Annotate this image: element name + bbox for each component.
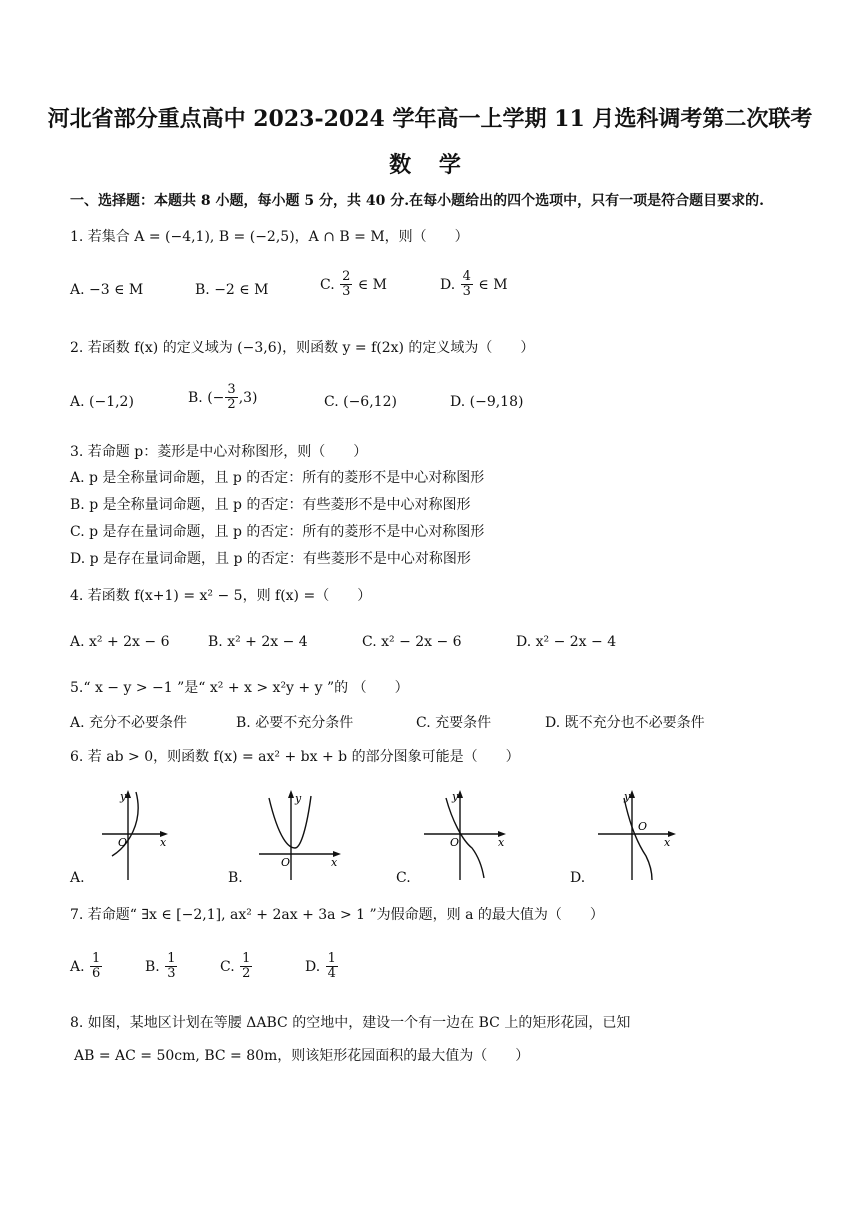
q4-option-c: C. x² − 2x − 6 [362, 634, 462, 650]
q7-option-a-fraction [90, 952, 102, 982]
q2-option-a: A. (−1,2) [70, 394, 134, 410]
q4-option-b: B. x² + 2x − 4 [208, 634, 308, 650]
q6-option-d-label: D. [570, 870, 586, 886]
q7-option-a [70, 952, 103, 982]
exam-title: 河北省部分重点高中 2023-2024 学年高一上学期 11 月选科调考第二次联考 [47, 106, 813, 132]
q2-option-b-tail: ,3) [238, 389, 258, 406]
numerator: 2 [342, 269, 351, 284]
q7-option-d-fraction [326, 952, 338, 982]
option-label: C. [220, 958, 235, 975]
q8-stem-line2: AB = AC = 50cm, BC = 80m，则该矩形花园面积的最大值为（ ） [74, 1048, 530, 1064]
y-axis-label: y [120, 790, 127, 803]
origin-label: O [281, 856, 291, 869]
numerator: 1 [92, 951, 101, 966]
q2-option-b-label: B. [188, 389, 203, 406]
denominator: 6 [92, 966, 101, 982]
y-axis-label: y [452, 790, 459, 803]
q2-option-b-pre: (− [207, 389, 225, 406]
q7-option-b-fraction [165, 952, 177, 982]
denominator: 4 [327, 966, 336, 982]
q5-option-b: B. 必要不充分条件 [236, 715, 354, 731]
y-axis-label: y [295, 792, 302, 805]
q7-option-d [305, 952, 339, 982]
subject-title: 数 学 [389, 152, 471, 178]
option-label: B. [145, 958, 160, 975]
q5-option-d: D. 既不充分也不必要条件 [545, 715, 705, 731]
q6-graph-a [98, 786, 170, 882]
q2-option-c: C. (−6,12) [324, 394, 397, 410]
q1-option-c [320, 270, 387, 300]
q7-option-c-fraction [240, 952, 252, 982]
q8-stem-line1: 8. 如图，某地区计划在等腰 ΔABC 的空地中，建设一个有一边在 BC 上的矩形花园，已知 [70, 1015, 631, 1031]
q2-stem: 2. 若函数 f(x) 的定义域为 (−3,6)，则函数 y = f(2x) 的定义域为（ ） [70, 340, 535, 356]
denominator: 3 [167, 966, 176, 982]
q5-option-a: A. 充分不必要条件 [70, 715, 188, 731]
q1-option-b: B. −2 ∈ M [195, 282, 269, 298]
q3-option-d: D. p 是存在量词命题，且 p 的否定：有些菱形不是中心对称图形 [70, 551, 471, 567]
q3-stem: 3. 若命题 p：菱形是中心对称图形，则（ ） [70, 444, 368, 460]
q1-stem: 1. 若集合 A = (−4,1), B = (−2,5)，A ∩ B = M，则（ ） [70, 229, 469, 245]
q3-option-c: C. p 是存在量词命题，且 p 的否定：所有的菱形不是中心对称图形 [70, 524, 485, 540]
option-label: A. [70, 958, 85, 975]
q6-stem: 6. 若 ab > 0，则函数 f(x) = ax² + bx + b 的部分图象可能是（ ） [70, 749, 520, 765]
origin-label: O [118, 836, 128, 849]
q6-graph-b [255, 786, 345, 882]
option-label: D. [305, 958, 321, 975]
denominator: 2 [227, 397, 236, 413]
numerator: 1 [327, 951, 336, 966]
denominator: 2 [242, 966, 251, 982]
section-heading: 一、选择题：本题共 8 小题，每小题 5 分，共 40 分.在每小题给出的四个选项中，只有一项是符合题目要求的. [70, 193, 764, 209]
q7-stem: 7. 若命题“ ∃x ∈ [−2,1], ax² + 2ax + 3a > 1 ”为假命题，则 a 的最大值为（ ） [70, 907, 604, 923]
q6-graph-d [594, 786, 678, 882]
x-axis-label: x [160, 836, 167, 849]
q1-option-c-label: C. [320, 276, 335, 293]
q6-graph-c [418, 786, 508, 882]
x-axis-label: x [664, 836, 671, 849]
denominator: 3 [462, 284, 471, 300]
q6-option-c-label: C. [396, 870, 411, 886]
y-axis-label: y [624, 790, 631, 803]
numerator: 3 [227, 382, 236, 397]
q4-option-d: D. x² − 2x − 4 [516, 634, 617, 650]
numerator: 1 [242, 951, 251, 966]
origin-label: O [450, 836, 460, 849]
q1-option-a: A. −3 ∈ M [70, 282, 144, 298]
q1-option-d-fraction [461, 270, 473, 300]
q5-stem: 5.“ x − y > −1 ”是“ x² + x > x²y + y ”的 （ ） [70, 680, 409, 696]
q7-option-b [145, 952, 178, 982]
x-axis-label: x [498, 836, 505, 849]
q5-option-c: C. 充要条件 [416, 715, 492, 731]
q4-option-a: A. x² + 2x − 6 [70, 634, 170, 650]
q3-option-a: A. p 是全称量词命题，且 p 的否定：所有的菱形不是中心对称图形 [70, 470, 485, 486]
q1-option-d [440, 270, 508, 300]
q2-option-d: D. (−9,18) [450, 394, 524, 410]
q3-option-b: B. p 是全称量词命题，且 p 的否定：有些菱形不是中心对称图形 [70, 497, 471, 513]
numerator: 4 [462, 269, 471, 284]
denominator: 3 [342, 284, 351, 300]
origin-label: O [638, 820, 648, 833]
q1-option-d-label: D. [440, 276, 456, 293]
x-axis-label: x [331, 856, 338, 869]
q2-option-b [188, 383, 258, 413]
q6-option-a-label: A. [70, 870, 85, 886]
q6-option-b-label: B. [228, 870, 243, 886]
q4-stem: 4. 若函数 f(x+1) = x² − 5，则 f(x) =（ ） [70, 588, 372, 604]
q2-option-b-fraction [225, 383, 237, 413]
q1-option-d-tail: ∈ M [478, 276, 508, 293]
q1-option-c-tail: ∈ M [357, 276, 388, 293]
q1-option-c-fraction [340, 270, 352, 300]
numerator: 1 [167, 951, 176, 966]
q7-option-c [220, 952, 253, 982]
